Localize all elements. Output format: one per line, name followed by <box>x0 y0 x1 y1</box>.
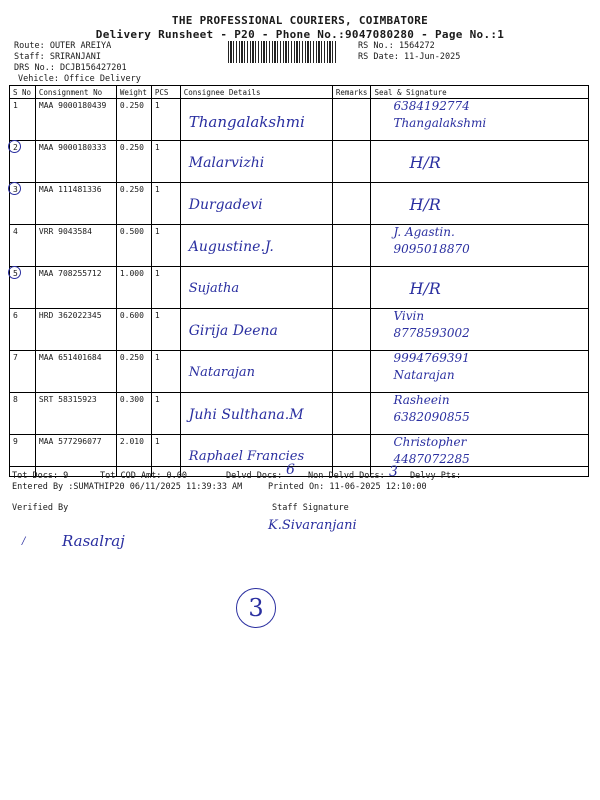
pcs-cell-text: 1 <box>154 185 160 194</box>
consignee-handwritten: Malarvizhi <box>188 155 265 171</box>
remarks-cell <box>332 99 371 141</box>
pcs-cell-text: 1 <box>154 269 160 278</box>
pcs-cell <box>151 141 180 183</box>
weight-cell <box>116 393 151 435</box>
sno-cell-text: 8 <box>13 395 18 404</box>
sno-cell <box>10 183 36 225</box>
remarks-cell <box>332 141 371 183</box>
remarks-cell <box>332 267 371 309</box>
stray-mark: / <box>22 536 26 547</box>
non-delivered-handwritten: 3 <box>389 464 398 480</box>
pcs-cell <box>151 267 180 309</box>
consignment-cell-text: VRR 9043584 <box>38 227 92 236</box>
sno-cell <box>10 225 36 267</box>
vehicle-label: Vehicle: Office Delivery <box>18 74 141 84</box>
consignee-cell <box>180 351 332 393</box>
staff-signature: K.Sivaranjani <box>268 518 357 533</box>
weight-cell-text: 0.300 <box>119 395 144 404</box>
consignment-cell <box>35 141 116 183</box>
consignee-cell <box>180 309 332 351</box>
sno-cell <box>10 393 36 435</box>
consignee-handwritten: Raphael Francies <box>188 449 305 464</box>
sno-cell <box>10 351 36 393</box>
consignment-cell-text: MAA 708255712 <box>38 269 102 278</box>
table-row <box>10 183 589 225</box>
consignee-handwritten: Thangalakshmi <box>188 113 305 131</box>
col-header-consignment: Consignment No <box>35 86 116 99</box>
weight-cell-text: 1.000 <box>119 269 144 278</box>
pcs-cell <box>151 351 180 393</box>
sno-cell <box>10 141 36 183</box>
sno-cell-text: 5 <box>13 269 18 278</box>
consignee-cell <box>180 183 332 225</box>
seal-handwritten: J. Agastin. <box>393 225 455 239</box>
col-header-remarks: Remarks <box>332 86 371 99</box>
weight-cell <box>116 351 151 393</box>
table-header-row <box>10 86 589 99</box>
table-row <box>10 309 589 351</box>
pcs-cell <box>151 183 180 225</box>
consignment-cell-text: MAA 577296077 <box>38 437 102 446</box>
sno-cell-text: 7 <box>13 353 18 362</box>
runsheet-subtitle: Delivery Runsheet - P20 - Phone No.:9047080280 - Page No.:1 <box>95 28 505 41</box>
consignment-cell-text: MAA 9000180439 <box>38 101 107 110</box>
seal-handwritten: 9994769391 <box>393 351 470 365</box>
weight-cell <box>116 267 151 309</box>
consignee-cell <box>180 267 332 309</box>
seal-handwritten: 6384192774 <box>393 99 470 113</box>
sno-cell <box>10 267 36 309</box>
circle-mark <box>8 182 21 195</box>
pcs-cell <box>151 393 180 435</box>
printed-on: Printed On: 11-06-2025 12:10:00 <box>268 482 427 492</box>
seal-cell <box>371 225 589 267</box>
pcs-cell-text: 1 <box>154 395 160 404</box>
barcode <box>228 41 336 63</box>
remarks-cell <box>332 351 371 393</box>
consignment-cell <box>35 225 116 267</box>
weight-cell-text: 0.500 <box>119 227 144 236</box>
col-header-sno: S No <box>10 86 36 99</box>
pcs-cell-text: 1 <box>154 143 160 152</box>
consignment-cell <box>35 309 116 351</box>
table-row <box>10 267 589 309</box>
sno-cell <box>10 99 36 141</box>
seal-cell <box>371 267 589 309</box>
circled-number: 3 <box>236 588 276 628</box>
consignee-handwritten: Sujatha <box>188 281 240 296</box>
col-header-pcs: PCS <box>151 86 180 99</box>
seal-handwritten-second: 4487072285 <box>393 452 470 466</box>
consignee-cell <box>180 225 332 267</box>
seal-handwritten: Vivin <box>393 309 425 323</box>
consignment-cell <box>35 351 116 393</box>
seal-cell <box>371 435 589 477</box>
weight-cell-text: 0.250 <box>119 143 144 152</box>
route-label: Route: OUTER AREIYA <box>14 41 112 51</box>
weight-cell-text: 0.600 <box>119 311 144 320</box>
verified-by-label: Verified By <box>12 503 69 513</box>
circle-mark <box>8 140 21 153</box>
weight-cell-text: 0.250 <box>119 185 144 194</box>
entered-by: Entered By :SUMATHIP20 06/11/2025 11:39:33 AM <box>12 482 243 492</box>
seal-handwritten-second: Thangalakshmi <box>393 116 487 130</box>
seal-handwritten: H/R <box>409 153 441 172</box>
table-row <box>10 141 589 183</box>
weight-cell-text: 0.250 <box>119 353 144 362</box>
seal-handwritten: H/R <box>409 279 441 298</box>
sno-cell-text: 4 <box>13 227 18 236</box>
rs-date: RS Date: 11-Jun-2025 <box>358 52 461 62</box>
weight-cell <box>116 225 151 267</box>
pcs-cell <box>151 309 180 351</box>
remarks-cell <box>332 225 371 267</box>
sno-cell-text: 1 <box>13 101 18 110</box>
col-header-seal: Seal & Signature <box>371 86 589 99</box>
seal-cell <box>371 99 589 141</box>
non-delivered-docs: Non Delvd Docs: <box>308 471 385 481</box>
table-row <box>10 99 589 141</box>
seal-cell <box>371 141 589 183</box>
table-row <box>10 351 589 393</box>
seal-handwritten: Christopher <box>393 435 467 449</box>
remarks-cell <box>332 183 371 225</box>
seal-cell <box>371 309 589 351</box>
pcs-cell-text: 1 <box>154 353 160 362</box>
consignment-cell-text: MAA 651401684 <box>38 353 102 362</box>
company-title: THE PROFESSIONAL COURIERS, COIMBATORE <box>171 14 429 27</box>
consignee-cell <box>180 393 332 435</box>
drs-number: DRS No.: DCJB156427201 <box>14 63 127 73</box>
consignee-handwritten: Juhi Sulthana.M <box>188 407 304 423</box>
remarks-cell <box>332 309 371 351</box>
table-row <box>10 225 589 267</box>
weight-cell <box>116 183 151 225</box>
footer-divider <box>9 466 589 467</box>
table-row <box>10 435 589 477</box>
consignee-handwritten: Girija Deena <box>188 323 278 339</box>
pcs-cell <box>151 225 180 267</box>
staff-signature-label: Staff Signature <box>272 503 349 513</box>
pcs-cell-text: 1 <box>154 311 160 320</box>
consignee-cell <box>180 99 332 141</box>
seal-cell <box>371 351 589 393</box>
seal-cell <box>371 393 589 435</box>
pcs-cell-text: 1 <box>154 437 160 446</box>
weight-cell <box>116 309 151 351</box>
total-cod: Tot COD Amt: 0.00 <box>100 471 187 481</box>
pcs-cell-text: 1 <box>154 101 160 110</box>
consignee-handwritten: Natarajan <box>188 365 255 380</box>
consignment-cell-text: SRT 58315923 <box>38 395 97 404</box>
sno-cell-text: 9 <box>13 437 18 446</box>
weight-cell-text: 2.010 <box>119 437 144 446</box>
delivered-docs: Delvd Docs: <box>226 471 283 481</box>
consignment-cell-text: HRD 362022345 <box>38 311 102 320</box>
pcs-cell-text: 1 <box>154 227 160 236</box>
weight-cell-text: 0.250 <box>119 101 144 110</box>
consignee-handwritten: Augustine.J. <box>188 239 274 255</box>
seal-handwritten-second: 6382090855 <box>393 410 470 424</box>
seal-handwritten-second: 9095018870 <box>393 242 470 256</box>
delivered-docs-handwritten: 6 <box>286 462 295 478</box>
consignment-cell <box>35 99 116 141</box>
sno-cell-text: 6 <box>13 311 18 320</box>
staff-label: Staff: SRIRANJANI <box>14 52 101 62</box>
remarks-cell <box>332 393 371 435</box>
consignee-cell <box>180 141 332 183</box>
consignee-handwritten: Durgadevi <box>188 197 263 213</box>
total-docs: Tot Docs: 9 <box>12 471 69 481</box>
consignment-cell-text: MAA 111481336 <box>38 185 102 194</box>
sno-cell-text: 3 <box>13 185 18 194</box>
circle-mark <box>8 266 21 279</box>
weight-cell <box>116 99 151 141</box>
consignment-cell-text: MAA 9000180333 <box>38 143 107 152</box>
verified-signature: Rasalraj <box>62 532 125 550</box>
table-row <box>10 393 589 435</box>
consignment-cell <box>35 393 116 435</box>
consignment-cell <box>35 183 116 225</box>
col-header-consignee: Consignee Details <box>180 86 332 99</box>
delivery-points: Delvy Pts: <box>410 471 462 481</box>
pcs-cell <box>151 99 180 141</box>
sno-cell <box>10 309 36 351</box>
seal-handwritten: H/R <box>409 195 441 214</box>
seal-handwritten-second: Natarajan <box>393 368 455 382</box>
consignment-cell <box>35 267 116 309</box>
sno-cell-text: 2 <box>13 143 18 152</box>
col-header-weight: Weight <box>116 86 151 99</box>
seal-handwritten-second: 8778593002 <box>393 326 470 340</box>
runsheet-table <box>9 85 589 477</box>
weight-cell <box>116 141 151 183</box>
seal-handwritten: Rasheein <box>393 393 450 407</box>
rs-number: RS No.: 1564272 <box>358 41 435 51</box>
seal-cell <box>371 183 589 225</box>
